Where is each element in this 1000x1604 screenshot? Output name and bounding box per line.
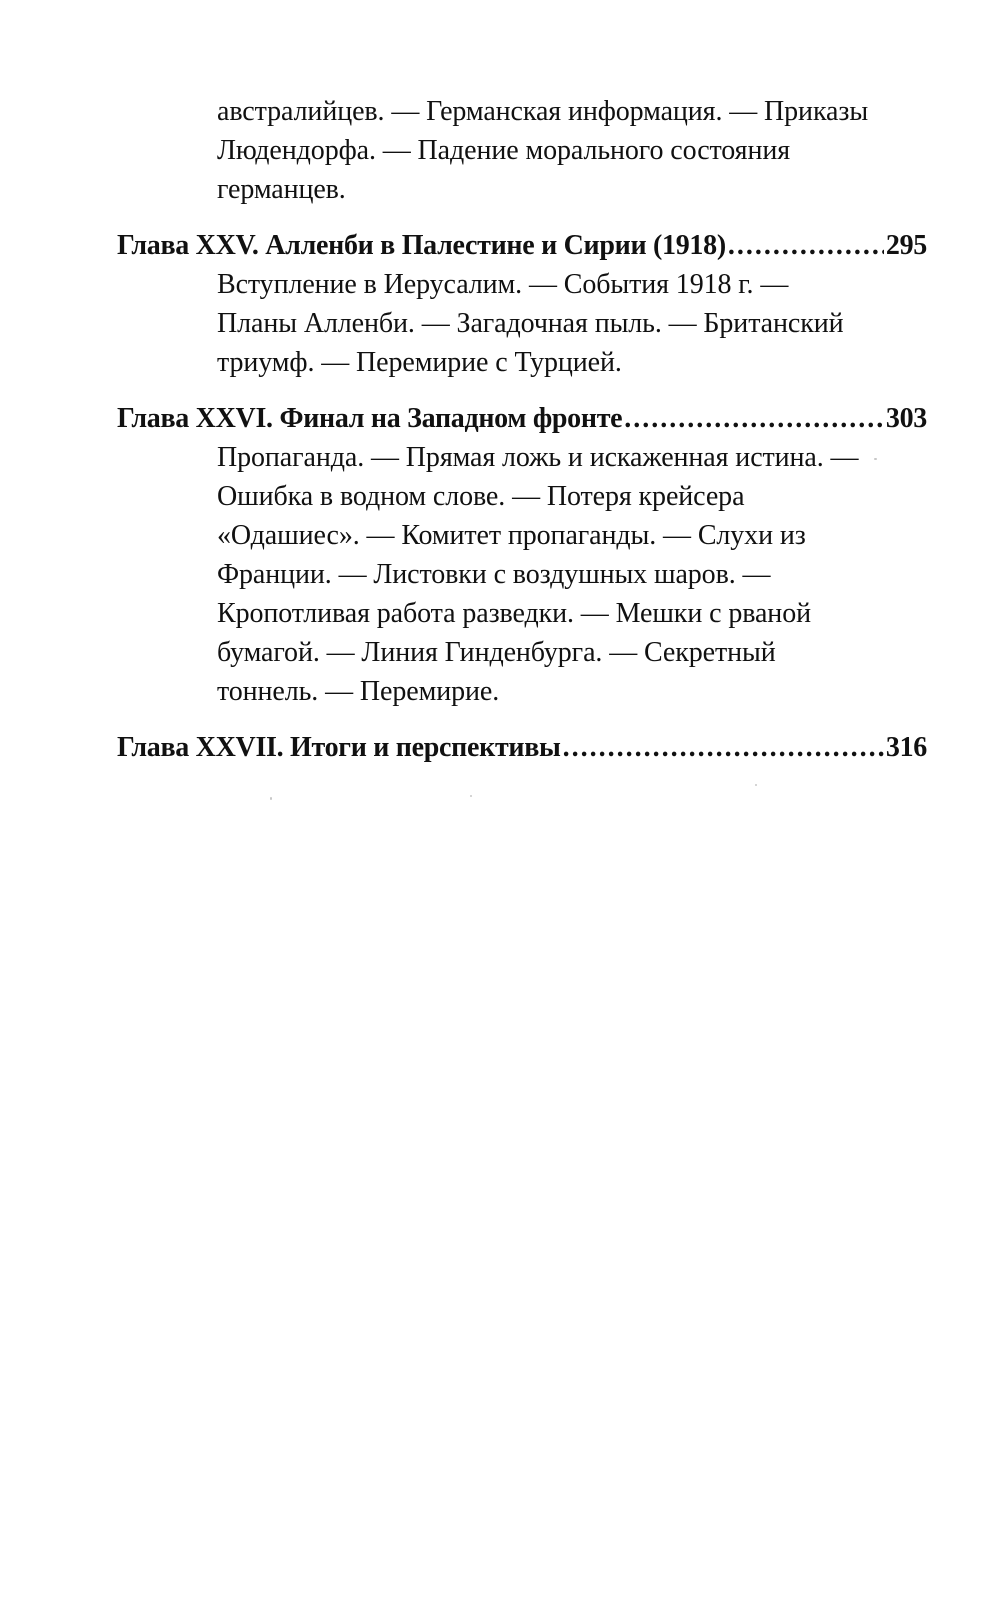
description-line: тоннель. — Перемирие. <box>217 676 500 707</box>
description-line: австралийцев. — Германская информация. — Приказы <box>217 96 869 127</box>
scan-speck <box>470 795 472 797</box>
dot-leader <box>728 226 884 265</box>
chapter-title: Глава XXVII. Итоги и перспективы <box>117 732 561 763</box>
description-line: Ошибка в водном слове. — Потеря крейсера <box>217 481 745 512</box>
description-line: триумф. — Перемирие с Турцией. <box>217 347 622 378</box>
chapter-description <box>217 265 927 382</box>
page-number: 303 <box>885 403 927 434</box>
description-line: Планы Алленби. — Загадочная пыль. — Британский <box>217 308 844 339</box>
description-line: «Одашиес». — Комитет пропаганды. — Слухи из <box>217 520 806 551</box>
description-line: бумагой. — Линия Гинденбурга. — Секретный <box>217 637 776 668</box>
chapter-title: Глава XXVI. Финал на Западном фронте <box>117 403 623 434</box>
description-line: германцев. <box>217 174 346 205</box>
toc-entry-chapter-26 <box>117 399 927 711</box>
description-line: Кропотливая работа разведки. — Мешки с рваной <box>217 598 811 629</box>
table-of-contents <box>117 92 927 767</box>
description-line: Франции. — Листовки с воздушных шаров. — <box>217 559 771 590</box>
page-number: 295 <box>885 230 927 261</box>
toc-entry-chapter-27 <box>117 728 927 767</box>
intro-description <box>217 92 927 209</box>
chapter-title: Глава XXV. Алленби в Палестине и Сирии (1918) <box>117 230 726 261</box>
scan-speck <box>755 784 757 786</box>
chapter-heading[interactable] <box>117 226 927 265</box>
page-number: 316 <box>885 732 927 763</box>
description-line: Вступление в Иерусалим. — События 1918 г. — <box>217 269 789 300</box>
description-line: Людендорфа. — Падение морального состояния <box>217 135 790 166</box>
toc-entry-chapter-25 <box>117 226 927 382</box>
dot-leader <box>624 399 884 438</box>
chapter-description <box>217 438 927 711</box>
chapter-heading[interactable] <box>117 399 927 438</box>
dot-leader <box>563 728 884 767</box>
scan-speck <box>874 458 877 460</box>
chapter-heading[interactable] <box>117 728 927 767</box>
scan-speck <box>270 797 272 800</box>
description-line: Пропаганда. — Прямая ложь и искаженная истина. — <box>217 442 859 473</box>
